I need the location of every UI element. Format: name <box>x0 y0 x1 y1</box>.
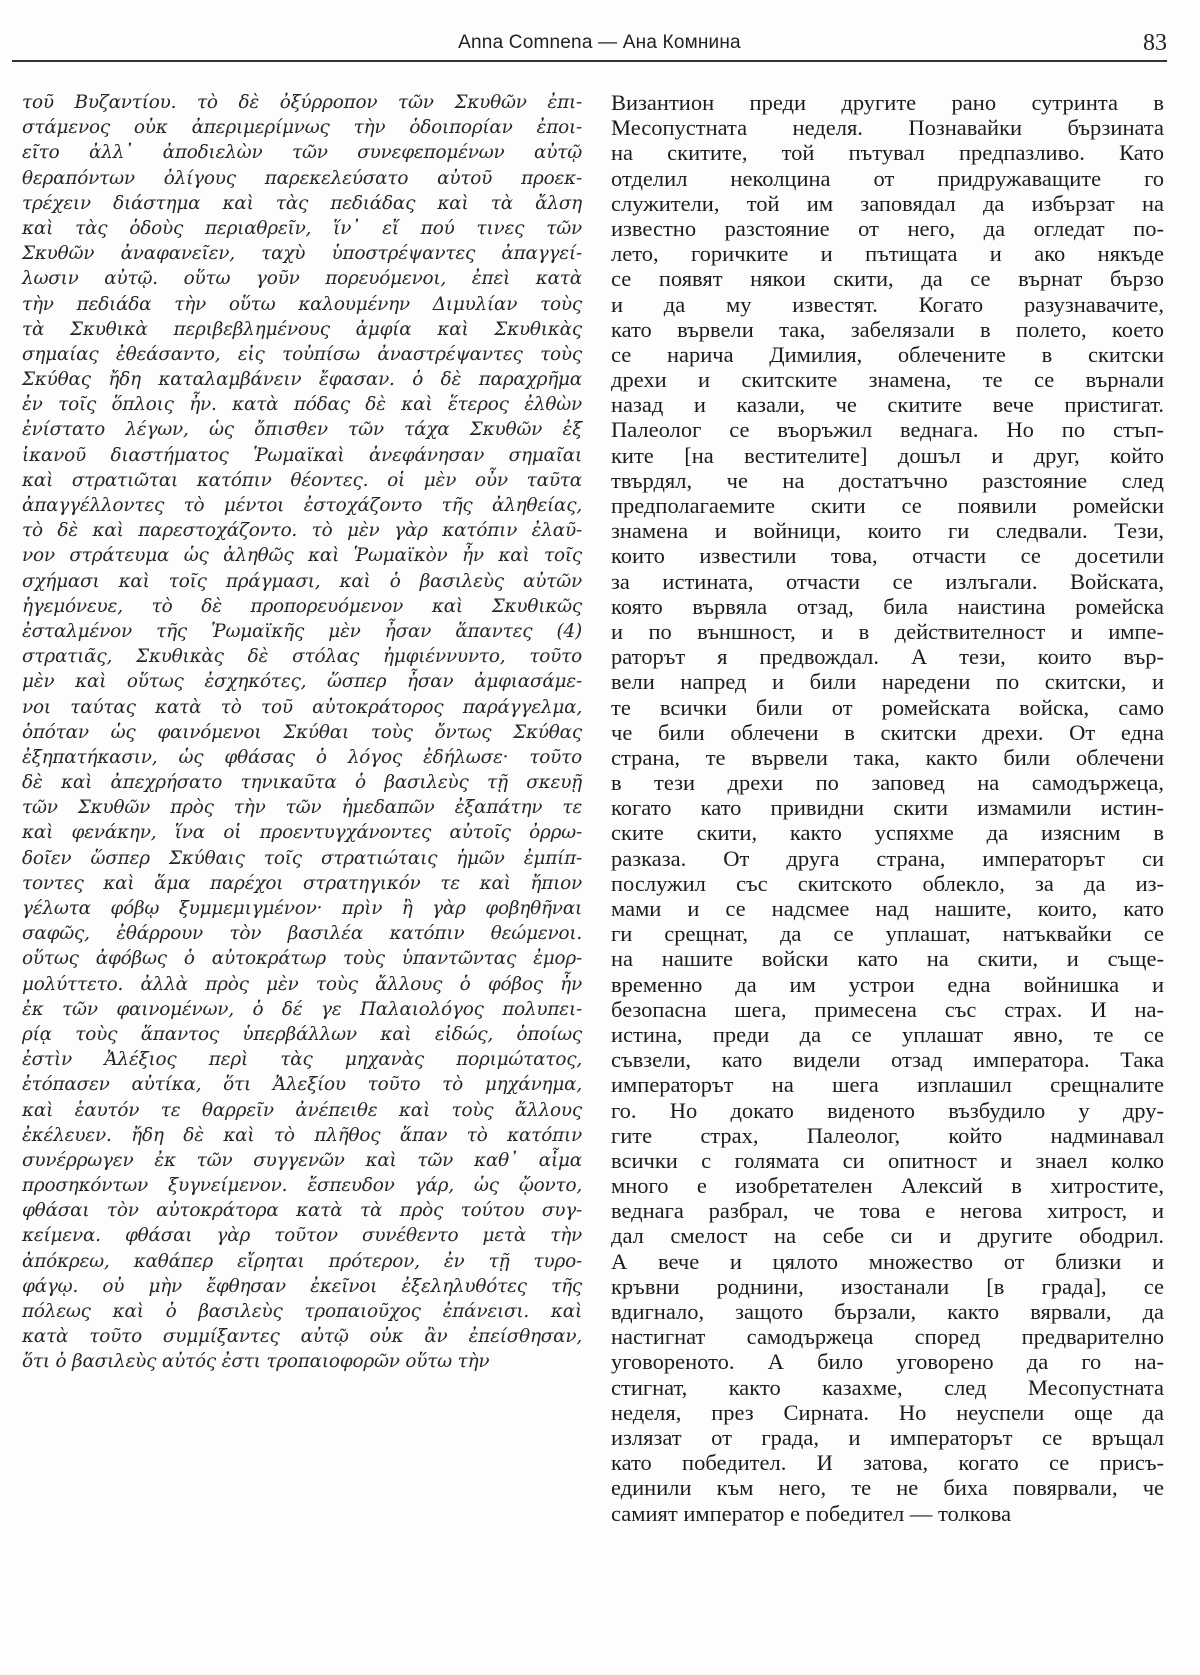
bulgarian-text-line: се появят някои скити, да се върнат бързо <box>611 266 1164 292</box>
greek-text-line: σημαίας ἐθεάσαντο, εἰς τοὐπίσω ἀναστρέψαντες τοὺς <box>22 343 582 365</box>
bulgarian-text-line: страна, те вървели така, както били облечени <box>611 744 1164 770</box>
greek-text-line: σχήμασι καὶ τοῖς πράγμασι, καὶ ὁ βασιλεὺς αὐτῶν <box>22 570 582 592</box>
bulgarian-text-line: истина, преди да се уплашат явно, те се <box>611 1021 1164 1047</box>
bulgarian-text-line: Палеолог се въоръжил веднага. Но по стъп- <box>611 417 1164 443</box>
greek-text-line: κατὰ τοῦτο συμμίξαντες αὐτῷ οὐκ ἂν ἐπείσθησαν, <box>22 1326 582 1348</box>
greek-text-line: σαφῶς, ἐθάρρουν τὸν βασιλέα κατόπιν θεώμενοι. <box>22 923 582 945</box>
greek-text-line: ἐκ τῶν φαινομένων, ὁ δέ γε Παλαιολόγος πολυπει- <box>22 998 582 1020</box>
greek-text-line: ἱκανοῦ διαστήματος Ῥωμαϊκαὶ ἀνεφάνησαν σημαῖαι <box>22 444 582 466</box>
greek-text-line: ἐξηπατήκασιν, ὡς φθάσας ὁ λόγος ἐδήλωσε· τοῦτο <box>22 746 582 768</box>
greek-text-line: Σκύθας ἤδη καταλαμβάνειν ἔφασαν. ὁ δὲ παραχρῆμα <box>22 369 582 391</box>
greek-text-line: συνέρρωγεν ἐκ τῶν συγγενῶν καὶ τῶν καθ᾽ αἷμα <box>22 1149 582 1171</box>
bulgarian-text-line: назад и казали, че скитите вече пристигат. <box>611 392 1164 418</box>
bulgarian-text-line: която вървяла отзад, била наистина ромейска <box>611 593 1164 619</box>
bulgarian-text-line: като победител. И затова, когато се присъ- <box>611 1450 1164 1476</box>
greek-text-line: νοι ταύτας κατὰ τὸ τοῦ αὐτοκράτορος παράγγελμα, <box>22 696 582 718</box>
greek-text-line: ἐκέλευεν. ἤδη δὲ καὶ τὸ πλῆθος ἅπαν τὸ κατόπιν <box>22 1124 582 1146</box>
bulgarian-text-line: съвзели, като видели отзад императора. Така <box>611 1047 1164 1073</box>
bulgarian-text-line: в тези дрехи по заповед на самодържеца, <box>611 770 1164 796</box>
bulgarian-text-line: за истината, отчасти се излъгали. Войската, <box>611 568 1164 594</box>
greek-text-line: γέλωτα φόβῳ ξυμμεμιγμένον· πρὶν ἢ γὰρ φοβηθῆναι <box>22 898 582 919</box>
bulgarian-text-line: раторът я предвождал. А тези, които вър- <box>611 644 1164 670</box>
bulgarian-text-line: се нарича Димилия, облечените в скитски <box>611 341 1164 367</box>
bulgarian-text-line: стигнат, както казахме, след Месопустната <box>611 1374 1164 1400</box>
greek-text-line: λωσιν αὐτῷ. οὕτω γοῦν πορευόμενοι, ἐπεὶ κατὰ <box>22 268 582 290</box>
bulgarian-text-line: уговореното. А било уговорено да го на- <box>611 1349 1164 1375</box>
bulgarian-text-line: мами и се надсмее над нашите, които, като <box>611 896 1164 921</box>
bulgarian-translation-column <box>611 90 1164 1526</box>
bulgarian-text-line: послужил със скитското облекло, за да из- <box>611 870 1164 896</box>
greek-text-column <box>22 90 582 1375</box>
greek-text-line: ἀπόκρεω, καθάπερ εἴρηται πρότερον, ἐν τῇ τυρο- <box>22 1250 582 1272</box>
bulgarian-text-line: дрехи и скитските знамена, те се върнали <box>611 367 1164 393</box>
greek-text-line: νον στράτευμα ὡς ἀληθῶς καὶ Ῥωμαϊκὸν ἦν καὶ τοῖς <box>22 545 582 567</box>
greek-text-line: μὲν καὶ οὕτως ἐσχηκότες, ὥσπερ ἦσαν ἀμφιασάμε- <box>22 671 582 693</box>
greek-text-line: τὸ δὲ καὶ παρεστοχάζοντο. τὸ μὲν γὰρ κατόπιν ἐλαῦ- <box>22 520 582 542</box>
greek-text-line: θεραπόντων ὀλίγους παρεκελεύσατο αὐτοῦ προεκ- <box>22 167 582 189</box>
bulgarian-text-line: вели напред и били наредени по скитски, и <box>611 669 1164 695</box>
greek-text-line: τῶν Σκυθῶν πρὸς τὴν τῶν ἡμεδαπῶν ἐξαπάτην τε <box>22 797 582 819</box>
bulgarian-text-line: те всички били от ромейската войска, само <box>611 694 1164 720</box>
greek-text-line: οὕτως ἀφόβως ὁ αὐτοκράτωρ τοὺς ὑπαντῶντας ἐμορ- <box>22 948 582 970</box>
greek-text-line: δὲ καὶ ἀπεχρήσατο τηνικαῦτα ὁ βασιλεὺς τῇ σκευῇ <box>22 772 582 794</box>
bulgarian-text-line: веднага разбрал, че това е негова хитрост, и <box>611 1198 1164 1224</box>
greek-text-line: ρίᾳ τοὺς ἅπαντος ὑπερβάλλων καὶ εἰδώς, ὁποίως <box>22 1023 582 1045</box>
greek-text-line: ἐστὶν Ἀλέξιος περὶ τὰς μηχανὰς ποριμώτατος, <box>22 1049 582 1071</box>
bulgarian-text-line: и да му известят. Когато разузнавачите, <box>611 291 1164 317</box>
greek-text-line: ἐτόπασεν αὐτίκα, ὅτι Ἀλεξίου τοῦτο τὸ μηχάνημα, <box>22 1074 582 1096</box>
greek-text-line: προσηκόντων ξυγνείμενον. ἔσπευδον γάρ, ὡς ᾤοντο, <box>22 1175 582 1197</box>
greek-text-line: καὶ τὰς ὁδοὺς περιαθρεῖν, ἵν᾽ εἴ πού τινες τῶν <box>22 217 582 239</box>
greek-text-line: τοντες καὶ ἅμα παρέχοι στρατηγικόν τε καὶ ἤπιον <box>22 872 582 894</box>
running-head <box>32 30 1167 64</box>
greek-text-line: στρατιᾶς, Σκυθικὰς δὲ στόλας ἠμφιέννυντο, τοῦτο <box>22 646 582 668</box>
greek-text-line: τὴν πεδιάδα τὴν οὕτω καλουμένην Διμυλίαν τοὺς <box>22 293 582 315</box>
bulgarian-text-line: и по външност, и в действителност и импе- <box>611 618 1164 644</box>
bulgarian-text-line: твърдял, че на достатъчно разстояние след <box>611 467 1164 493</box>
header-rule <box>12 60 1167 62</box>
bulgarian-text-line: самият император е победител — толкова <box>611 1500 1012 1526</box>
bulgarian-text-line: на скитите, той пътувал предпазливо. Като <box>611 140 1164 166</box>
greek-text-line: κείμενα. φθάσαι γὰρ τοῦτον συνέθεντο μετὰ τὴν <box>22 1225 582 1247</box>
bulgarian-text-line: временно да им устрои една войнишка и <box>611 971 1164 997</box>
greek-text-line: ἐνίστατο λέγων, ὡς ὄπισθεν τῶν τάχα Σκυθῶν ἐξ <box>22 419 582 441</box>
bulgarian-text-line: предполагаемите скити се появили ромейски <box>611 493 1164 518</box>
greek-text-line: μολύττετο. ἀλλὰ πρὸς μὲν τοὺς ἄλλους ὁ φόβος ἦν <box>22 973 582 995</box>
bulgarian-text-line: известно разстояние от него, да огледат по- <box>611 215 1164 241</box>
bulgarian-text-line: като вървели така, забелязали в полето, което <box>611 316 1164 342</box>
bulgarian-text-line: Византион преди другите рано сутринта в <box>611 90 1164 115</box>
greek-text-line: φάγῳ. οὐ μὴν ἔφθησαν ἐκεῖνοι ἐξεληλυθότες τῆς <box>22 1275 582 1297</box>
greek-text-line: τρέχειν διάστημα καὶ τὰς πεδιάδας καὶ τὰ ἄλση <box>22 192 582 214</box>
bulgarian-text-line: лето, горичките и пътищата и ако някъде <box>611 241 1164 267</box>
bulgarian-text-line: ките [на вестителите] дошъл и друг, който <box>611 442 1164 468</box>
greek-text-line: ἀπαγγέλλοντες τὸ μέντοι ἐστοχάζοντο τῆς ἀληθείας, <box>22 495 582 516</box>
bulgarian-text-line: на нашите войски като на скити, и съще- <box>611 946 1164 972</box>
greek-text-line: ἡγεμόνευε, τὸ δὲ προπορευόμενον καὶ Σκυθικῶς <box>22 595 582 617</box>
bulgarian-text-line: дал смелост на себе си и другите ободрил. <box>611 1223 1164 1249</box>
greek-text-line: ὅτι ὁ βασιλεὺς αὐτός ἐστι τροπαιοφορῶν οὕτω τὴν <box>22 1351 490 1373</box>
bulgarian-text-line: служители, той им заповядал да избързат на <box>611 190 1164 216</box>
bulgarian-text-line: разказа. От друга страна, императорът си <box>611 845 1164 871</box>
bulgarian-text-line: кръвни роднини, изостанали [в града], се <box>611 1273 1164 1299</box>
greek-text-line: στάμενος οὐκ ἀπεριμερίμνως τὴν ὁδοιπορίαν ἐποι- <box>22 117 582 139</box>
bulgarian-text-line: вдигнало, защото бързали, както вярвали, да <box>611 1299 1164 1324</box>
page-number: 83 <box>1143 30 1167 56</box>
bulgarian-text-line: Месопустната неделя. Познавайки бързината <box>611 115 1164 141</box>
greek-text-line: τοῦ Βυζαντίου. τὸ δὲ ὀξύρροπον τῶν Σκυθῶν ἐπι- <box>22 92 582 113</box>
greek-text-line: ἐσταλμένον τῆς Ῥωμαϊκῆς μὲν ἦσαν ἅπαντες (4) <box>22 620 582 642</box>
bulgarian-text-line: неделя, през Сирната. Но неуспели още да <box>611 1399 1164 1425</box>
bulgarian-text-line: отделил неколцина от придружаващите го <box>611 165 1164 191</box>
bulgarian-text-line: А вече и цялото множество от близки и <box>611 1248 1164 1274</box>
bulgarian-text-line: единили към него, те не биха повярвали, че <box>611 1475 1164 1501</box>
bulgarian-text-line: гите страх, Палеолог, който надминавал <box>611 1122 1164 1148</box>
greek-text-line: καὶ ἑαυτόν τε θαρρεῖν ἀνέπειθε καὶ τοὺς ἄλλους <box>22 1099 582 1121</box>
bulgarian-text-line: които известили това, отчасти се досетили <box>611 543 1164 569</box>
bulgarian-text-line: много е изобретателен Алексий в хитростите, <box>611 1173 1164 1199</box>
bulgarian-text-line: че били облечени в скитски дрехи. От една <box>611 719 1164 745</box>
greek-text-line: εῖτο ἀλλ᾽ ἀποδιελὼν τῶν συνεφεπομένων αὐτῷ <box>22 142 582 164</box>
greek-text-line: τὰ Σκυθικὰ περιβεβλημένους ἀμφία καὶ Σκυθικὰς <box>22 318 582 340</box>
running-title: Anna Comnena — Ана Комнина <box>458 32 741 53</box>
greek-text-line: φθάσαι τὸν αὐτοκράτορα κατὰ τὰ πρὸς τούτου συγ- <box>22 1200 582 1222</box>
bulgarian-text-line: императорът на шега изплашил срещналите <box>611 1072 1164 1098</box>
greek-text-line: πόλεως καὶ ὁ βασιλεὺς τροπαιοῦχος ἐπάνεισι. καὶ <box>22 1301 582 1322</box>
bulgarian-text-line: когато като привидни скити измамили истин- <box>611 795 1164 821</box>
bulgarian-text-line: всички с голямата си опитност и знаел колко <box>611 1147 1164 1173</box>
bulgarian-text-line: го. Но докато виденото възбудило у дру- <box>611 1097 1164 1123</box>
greek-text-line: Σκυθῶν ἀναφανεῖεν, ταχὺ ὑποστρέψαντες ἀπαγγεί- <box>22 243 582 265</box>
greek-text-line: δοῖεν ὥσπερ Σκύθαις τοῖς στρατιώταις ἡμῶν ἐμπίπ- <box>22 847 582 869</box>
bulgarian-text-line: излязат от града, и императорът се връщал <box>611 1424 1164 1450</box>
bulgarian-text-line: знамена и войници, които ги следвали. Тези, <box>611 518 1164 544</box>
bulgarian-text-line: безопасна шега, примесена със страх. И на- <box>611 996 1164 1022</box>
bulgarian-text-line: ги срещнат, да се уплашат, натъквайки се <box>611 921 1164 947</box>
greek-text-line: ὁπόταν ὡς φαινόμενοι Σκύθαι τοὺς ὄντως Σκύθας <box>22 721 582 743</box>
greek-text-line: καὶ στρατιῶται κατόπιν θέοντες. οἱ μὲν οὖν ταῦτα <box>22 469 582 491</box>
greek-text-line: καὶ φενάκην, ἵνα οἱ προεντυγχάνοντες αὐτοῖς ὀρρω- <box>22 822 582 844</box>
bulgarian-text-line: настигнат самодържеца според предварително <box>611 1324 1164 1350</box>
greek-text-line: ἐν τοῖς ὅπλοις ἦν. κατὰ πόδας δὲ καὶ ἕτερος ἐλθὼν <box>22 394 582 416</box>
bulgarian-text-line: ските скити, както успяхме да изясним в <box>611 820 1164 846</box>
